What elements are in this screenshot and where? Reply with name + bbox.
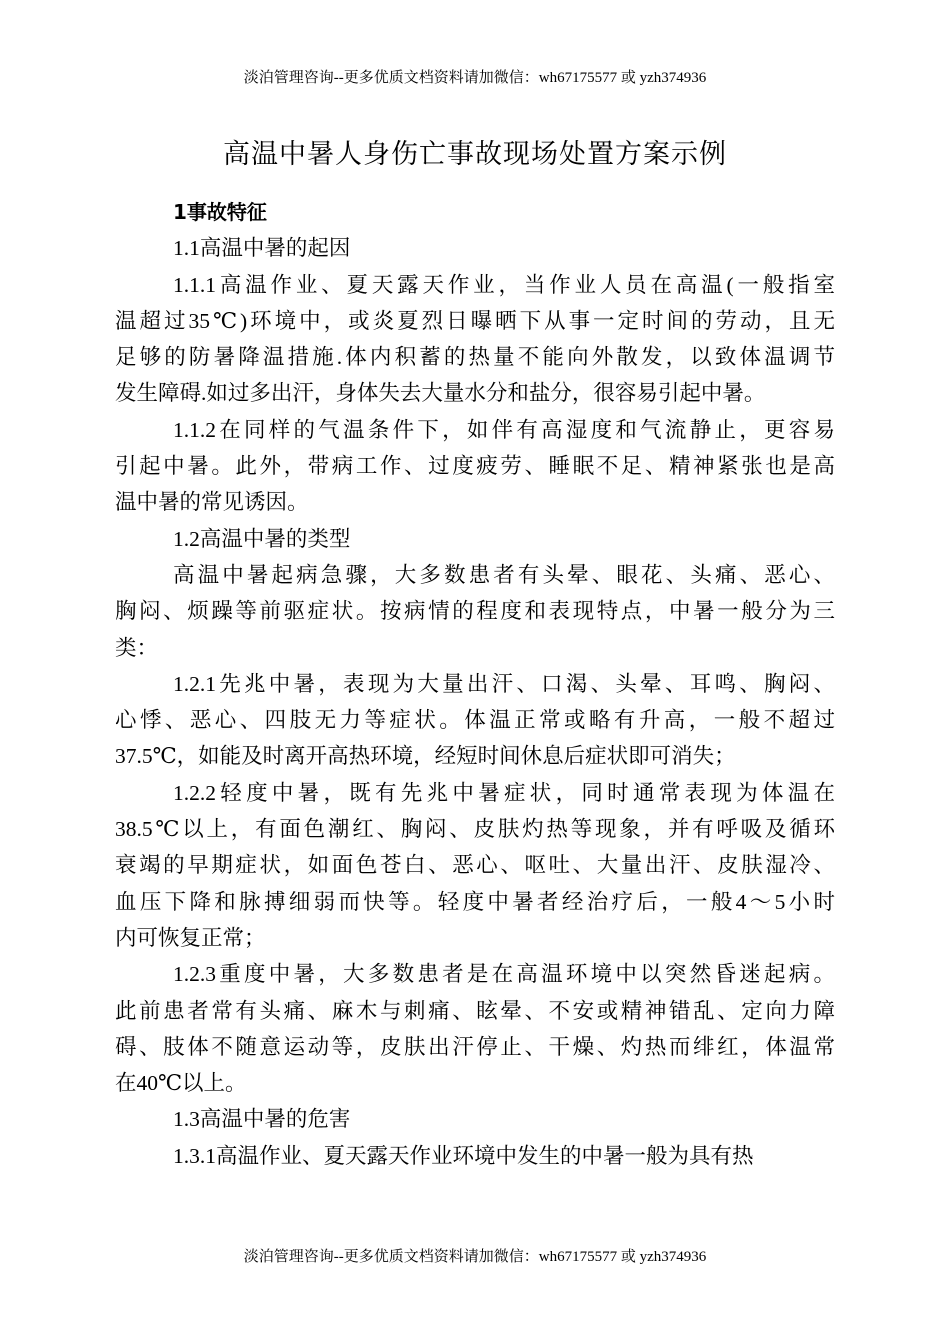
- paragraph: [115, 666, 835, 775]
- document-title: 高温中暑人身伤亡事故现场处置方案示例: [223, 139, 727, 170]
- text-line: 38.5℃以上，有面色潮红、胸闷、皮肤灼热等现象，并有呼吸及循环: [115, 817, 835, 842]
- text-line: 1.3.1高温作业、夏天露天作业环境中发生的中暑一般为具有热: [173, 1143, 754, 1168]
- section-heading: 1事故特征: [173, 200, 267, 224]
- text-line: 胸闷、烦躁等前驱症状。按病情的程度和表现特点，中暑一般分为三: [115, 599, 835, 624]
- text-line: 碍、肢体不随意运动等，皮肤出汗停止、干燥、灼热而绯红，体温常: [115, 1034, 835, 1059]
- text-line: 1.1.1高温作业、夏天露天作业，当作业人员在高温(一般指室: [173, 272, 835, 297]
- text-line: 1.3高温中暑的危害: [173, 1107, 351, 1132]
- paragraph: [115, 267, 835, 412]
- subsection-heading: [115, 230, 835, 266]
- text-line: 心悸、恶心、四肢无力等症状。体温正常或略有升高，一般不超过: [115, 708, 835, 733]
- text-line: 1.2.3重度中暑，大多数患者是在高温环境中以突然昏迷起病。: [173, 962, 835, 987]
- paragraph: [115, 557, 835, 666]
- text-line: 高温中暑起病急骤，大多数患者有头晕、眼花、头痛、恶心、: [173, 562, 835, 587]
- paragraph: [115, 775, 835, 956]
- subsection-heading: [115, 1101, 835, 1137]
- text-line: 足够的防暑降温措施.体内积蓄的热量不能向外散发，以致体温调节: [115, 345, 835, 370]
- subsection-heading: [115, 521, 835, 557]
- text-line: 37.5℃，如能及时离开高热环境，经短时间休息后症状即可消失；: [115, 744, 736, 769]
- paragraph: [115, 412, 835, 521]
- text-line: 衰竭的早期症状，如面色苍白、恶心、呕吐、大量出汗、皮肤湿冷、: [115, 853, 835, 878]
- text-line: 温中暑的常见诱因。: [115, 490, 309, 515]
- paragraph: [115, 1138, 835, 1174]
- text-line: 发生障碍.如过多出汗，身体失去大量水分和盐分，很容易引起中暑。: [115, 381, 766, 406]
- text-line: 温超过35℃)环境中，或炎夏烈日曝晒下从事一定时间的劳动，且无: [115, 308, 835, 333]
- text-line: 1.2.1先兆中暑，表现为大量出汗、口渴、头晕、耳鸣、胸闷、: [173, 671, 835, 696]
- text-line: 1.1.2在同样的气温条件下，如伴有高湿度和气流静止，更容易: [173, 417, 835, 442]
- text-line: 在40℃以上。: [115, 1071, 247, 1096]
- text-line: 血压下降和脉搏细弱而快等。轻度中暑者经治疗后，一般4～5小时: [115, 889, 835, 914]
- text-line: 1.2.2轻度中暑，既有先兆中暑症状，同时通常表现为体温在: [173, 780, 835, 805]
- page-header: 淡泊管理咨询--更多优质文档资料请加微信：wh67175577 或 yzh374936: [243, 70, 707, 86]
- text-line: 此前患者常有头痛、麻木与刺痛、眩晕、不安或精神错乱、定向力障: [115, 998, 835, 1023]
- document-body: [115, 194, 835, 1174]
- text-line: 引起中暑。此外，带病工作、过度疲劳、睡眠不足、精神紧张也是高: [115, 454, 835, 479]
- text-line: 1.2高温中暑的类型: [173, 526, 351, 551]
- text-line: 内可恢复正常；: [115, 925, 266, 950]
- page-footer: 淡泊管理咨询--更多优质文档资料请加微信：wh67175577 或 yzh374936: [243, 1249, 707, 1265]
- text-line: 1.1高温中暑的起因: [173, 236, 351, 261]
- paragraph: [115, 956, 835, 1101]
- text-line: 类：: [115, 635, 159, 660]
